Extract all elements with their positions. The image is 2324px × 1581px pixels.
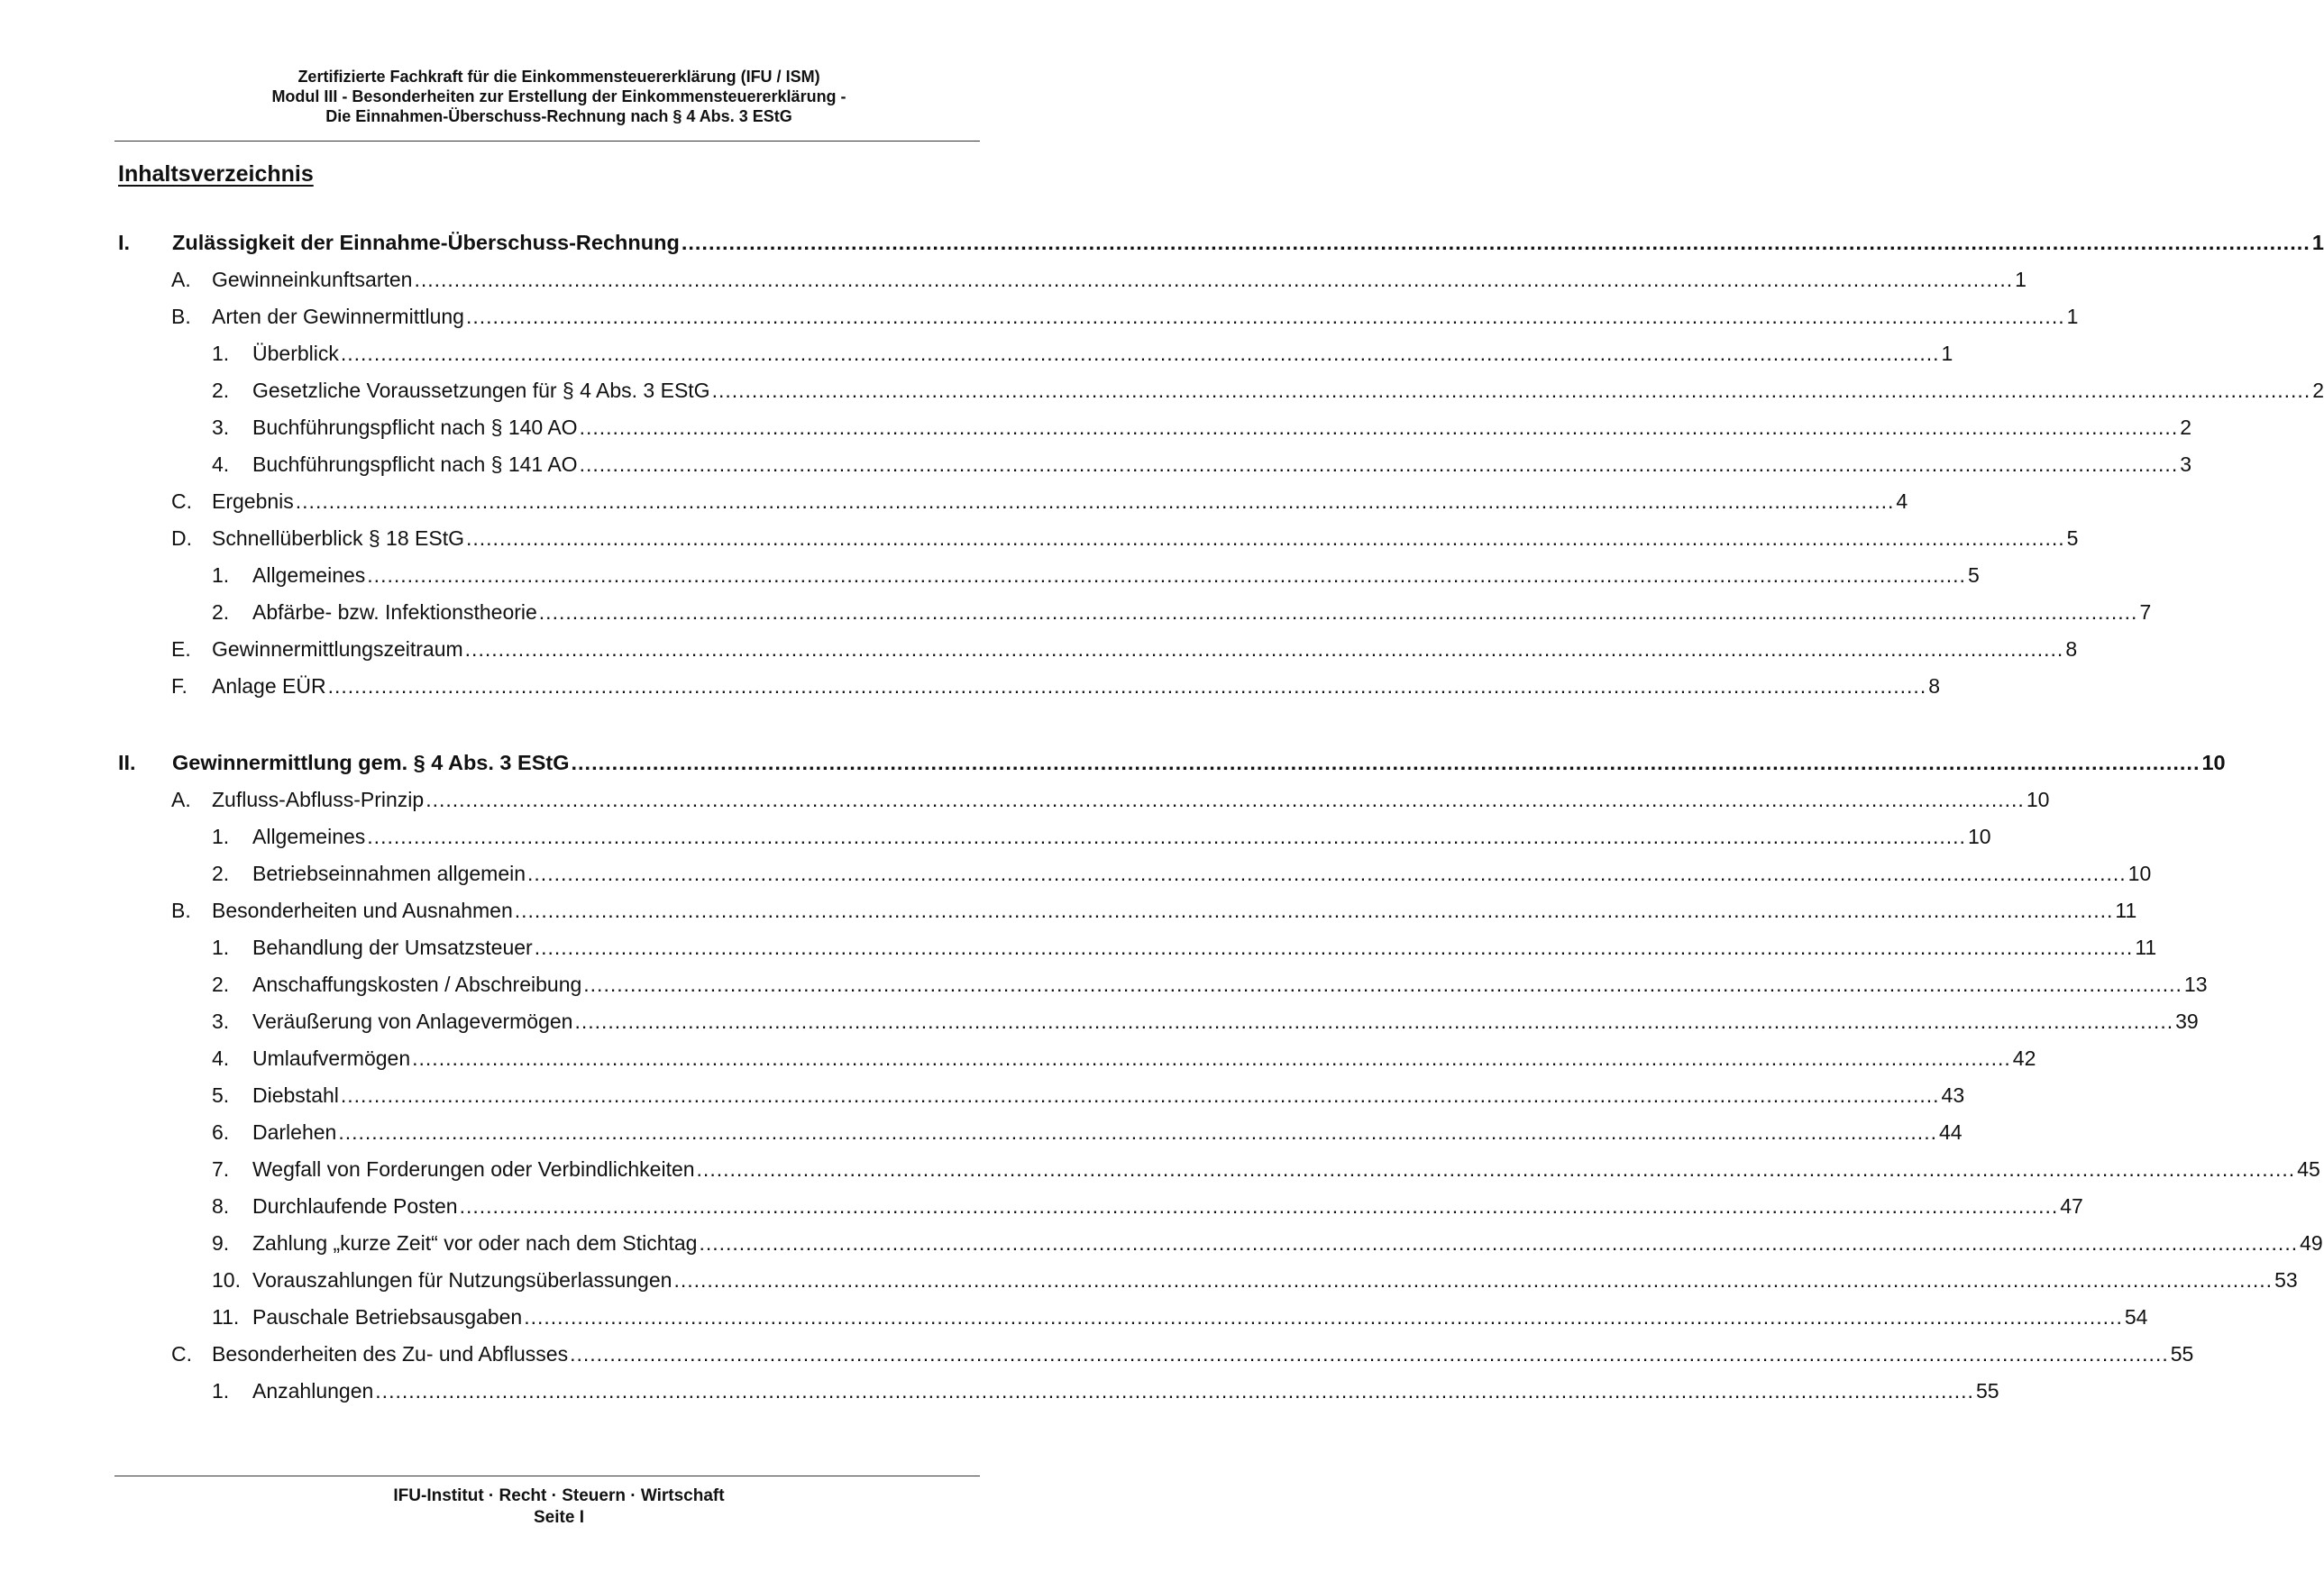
toc-entry (171, 899, 2137, 926)
dot-leader (535, 936, 2134, 960)
toc-entry (212, 342, 1953, 369)
toc-entry-title: Besonderheiten und Ausnahmen (212, 899, 513, 922)
toc-entry-page: 10 (2201, 751, 2226, 774)
toc-entry (212, 1305, 2148, 1332)
toc-entry (212, 1231, 2323, 1258)
header-divider (114, 141, 980, 142)
toc-entry-number: 7. (212, 1157, 230, 1181)
toc-entry-number: I. (118, 231, 131, 254)
toc-entry (212, 416, 2192, 443)
dot-leader (296, 489, 1895, 514)
toc-entry-page: 55 (2170, 1342, 2194, 1366)
toc-entry-number: 5. (212, 1083, 230, 1107)
toc-entry-title: Schnellüberblick § 18 EStG (212, 526, 464, 550)
toc-entry-title: Arten der Gewinnermittlung (212, 305, 464, 328)
dot-leader (328, 674, 1927, 699)
toc-entry (212, 825, 1991, 852)
toc-entry-title: Anzahlungen (252, 1379, 374, 1403)
document-footer (0, 1485, 1118, 1529)
toc-entry-number: F. (171, 674, 188, 698)
toc-entry-page: 49 (2300, 1231, 2323, 1255)
toc-entry-page: 10 (1967, 825, 1991, 848)
toc-entry (171, 268, 2027, 295)
header-line-2: Modul III - Besonderheiten zur Erstellung der Einkommensteuererklärung - (271, 87, 846, 105)
dot-leader (572, 751, 2200, 775)
toc-entry-title: Buchführungspflicht nach § 141 AO (252, 452, 578, 476)
toc-entry-number: B. (171, 899, 191, 922)
dot-leader (367, 563, 1966, 588)
toc-entry-page: 47 (2060, 1194, 2083, 1218)
dot-leader (539, 600, 2138, 625)
dot-leader (682, 231, 2310, 255)
toc-entry-title: Abfärbe- bzw. Infektionstheorie (252, 600, 537, 624)
toc-entry-page: 10 (2026, 788, 2050, 811)
toc-entry-number: C. (171, 1342, 192, 1366)
toc-entry-title: Behandlung der Umsatzsteuer (252, 936, 533, 959)
dot-leader (466, 305, 2065, 329)
toc-entry (118, 751, 2226, 778)
toc-entry-number: 1. (212, 563, 230, 587)
dot-leader (712, 379, 2311, 403)
toc-entry-number: A. (171, 788, 191, 811)
dot-leader (460, 1194, 2059, 1219)
toc-entry (171, 674, 1941, 701)
toc-entry-page: 5 (1967, 563, 1980, 587)
dot-leader (697, 1157, 2296, 1182)
toc-entry (171, 526, 2079, 553)
toc-entry (212, 1046, 2036, 1074)
toc-title: Inhaltsverzeichnis (118, 161, 314, 187)
dot-leader (466, 526, 2065, 551)
toc-entry-number: 4. (212, 1046, 230, 1070)
toc-entry-page: 2 (2312, 379, 2324, 402)
toc-entry-page: 1 (2066, 305, 2079, 328)
dot-leader (425, 788, 2025, 812)
dot-leader (414, 268, 2013, 292)
toc-entry-number: 3. (212, 416, 230, 439)
toc-entry (212, 563, 1980, 590)
toc-entry-title: Anlage EÜR (212, 674, 326, 698)
toc-entry-title: Zufluss-Abfluss-Prinzip (212, 788, 425, 811)
dot-leader (412, 1046, 2011, 1071)
toc-entry (212, 936, 2157, 963)
dot-leader (341, 342, 1940, 366)
toc-entry-number: 10. (212, 1268, 241, 1292)
toc-entry-page: 1 (2015, 268, 2027, 291)
toc-entry-number: 2. (212, 973, 230, 996)
toc-entry-number: B. (171, 305, 191, 328)
toc-entry (212, 600, 2152, 627)
toc-entry-number: 2. (212, 600, 230, 624)
toc-entry-page: 1 (2311, 231, 2324, 254)
toc-entry (171, 788, 2050, 815)
dot-leader (515, 899, 2114, 923)
toc-entry-page: 55 (1975, 1379, 1999, 1403)
toc-entry-title: Anschaffungskosten / Abschreibung (252, 973, 582, 996)
toc-entry (212, 1268, 2298, 1295)
toc-entry-number: 6. (212, 1120, 230, 1144)
toc-entry-title: Pauschale Betriebsausgaben (252, 1305, 523, 1329)
toc-entry-page: 54 (2124, 1305, 2148, 1329)
dot-leader (341, 1083, 1940, 1108)
dot-leader (570, 1342, 2169, 1366)
toc-entry-number: 9. (212, 1231, 230, 1255)
dot-leader (580, 416, 2179, 440)
toc-entry-page: 4 (1896, 489, 1908, 513)
toc-entry-page: 8 (2065, 637, 2078, 661)
toc-entry-number: 4. (212, 452, 230, 476)
toc-entry-title: Allgemeines (252, 563, 366, 587)
dot-leader (574, 1010, 2173, 1034)
toc-entry-title: Gewinneinkunftsarten (212, 268, 413, 291)
dot-leader (699, 1231, 2298, 1256)
toc-entry-title: Gewinnermittlung gem. § 4 Abs. 3 EStG (172, 751, 570, 774)
toc-entry-page: 11 (2135, 936, 2157, 959)
toc-entry-page: 39 (2175, 1010, 2199, 1033)
toc-entry-number: 11. (212, 1305, 240, 1329)
toc-entry-page: 8 (1928, 674, 1941, 698)
toc-entry-title: Veräußerung von Anlagevermögen (252, 1010, 573, 1033)
toc-entry-title: Wegfall von Forderungen oder Verbindlichkeiten (252, 1157, 695, 1181)
toc-entry (212, 1157, 2320, 1184)
toc-entry-number: II. (118, 751, 136, 774)
toc-entry-page: 11 (2115, 899, 2137, 922)
toc-entry-number: 2. (212, 379, 230, 402)
toc-entry-number: E. (171, 637, 191, 661)
toc-entry-title: Ergebnis (212, 489, 294, 513)
toc-entry-title: Betriebseinnahmen allgemein (252, 862, 526, 885)
toc-entry (171, 305, 2079, 332)
toc-entry-title: Darlehen (252, 1120, 337, 1144)
toc-entry-title: Buchführungspflicht nach § 140 AO (252, 416, 578, 439)
toc-entry (212, 1120, 1963, 1147)
toc-entry-page: 2 (2180, 416, 2192, 439)
toc-entry-number: 3. (212, 1010, 230, 1033)
toc-entry (212, 973, 2208, 1000)
toc-entry-title: Diebstahl (252, 1083, 339, 1107)
toc-entry-page: 53 (2274, 1268, 2298, 1292)
toc-entry-title: Vorauszahlungen für Nutzungsüberlassungen (252, 1268, 672, 1292)
dot-leader (465, 637, 2064, 662)
toc-entry-page: 13 (2183, 973, 2208, 996)
dot-leader (580, 452, 2179, 477)
header-line-1: Zertifizierte Fachkraft für die Einkommensteuererklärung (IFU / ISM) (297, 68, 820, 86)
toc-entry-title: Überblick (252, 342, 339, 365)
dot-leader (338, 1120, 1937, 1145)
document-header (0, 67, 1118, 126)
toc-entry (212, 379, 2324, 406)
toc-entry-number: 1. (212, 1379, 230, 1403)
dot-leader (524, 1305, 2123, 1330)
toc-entry-title: Zahlung „kurze Zeit“ vor oder nach dem Stichtag (252, 1231, 698, 1255)
toc-entry (212, 1010, 2199, 1037)
toc-entry-title: Durchlaufende Posten (252, 1194, 458, 1218)
toc-entry-number: 8. (212, 1194, 230, 1218)
toc-entry (171, 489, 1908, 516)
toc-entry-number: 2. (212, 862, 230, 885)
dot-leader (375, 1379, 1974, 1403)
toc-entry-title: Zulässigkeit der Einnahme-Überschuss-Rechnung (172, 231, 680, 254)
footer-line-1: IFU-Institut · Recht · Steuern · Wirtschaft (393, 1486, 725, 1505)
toc-entry (212, 452, 2192, 480)
toc-entry-title: Gewinnermittlungszeitraum (212, 637, 463, 661)
toc-entry-number: D. (171, 526, 192, 550)
toc-entry-title: Umlaufvermögen (252, 1046, 411, 1070)
toc-entry-page: 3 (2180, 452, 2192, 476)
toc-entry-page: 7 (2139, 600, 2152, 624)
toc-entry (212, 1379, 1999, 1406)
toc-entry-page: 1 (1941, 342, 1953, 365)
toc-entry-title: Allgemeines (252, 825, 366, 848)
dot-leader (367, 825, 1966, 849)
toc-entry (212, 1194, 2083, 1221)
page-number: Seite I (534, 1508, 584, 1527)
toc-entry-number: 1. (212, 936, 230, 959)
toc-entry-number: 1. (212, 342, 230, 365)
toc-entry-number: C. (171, 489, 192, 513)
header-line-3: Die Einnahmen-Überschuss-Rechnung nach § 4 Abs. 3 EStG (325, 107, 792, 125)
toc-entry (212, 862, 2152, 889)
toc-entry-page: 10 (2127, 862, 2152, 885)
dot-leader (527, 862, 2127, 886)
toc-entry-title: Gesetzliche Voraussetzungen für § 4 Abs. 3 EStG (252, 379, 710, 402)
toc-entry-page: 43 (1941, 1083, 1965, 1107)
dot-leader (583, 973, 2182, 997)
toc-entry-page: 45 (2297, 1157, 2320, 1181)
toc-entry-number: 1. (212, 825, 230, 848)
toc-entry-page: 42 (2012, 1046, 2036, 1070)
toc-entry-number: A. (171, 268, 191, 291)
toc-entry (171, 1342, 2194, 1369)
toc-entry (212, 1083, 1965, 1110)
toc-entry-page: 44 (1938, 1120, 1963, 1144)
toc-entry-title: Besonderheiten des Zu- und Abflusses (212, 1342, 569, 1366)
toc-entry (171, 637, 2078, 664)
dot-leader (673, 1268, 2273, 1293)
toc-entry (118, 231, 2324, 258)
toc-entry-page: 5 (2066, 526, 2079, 550)
